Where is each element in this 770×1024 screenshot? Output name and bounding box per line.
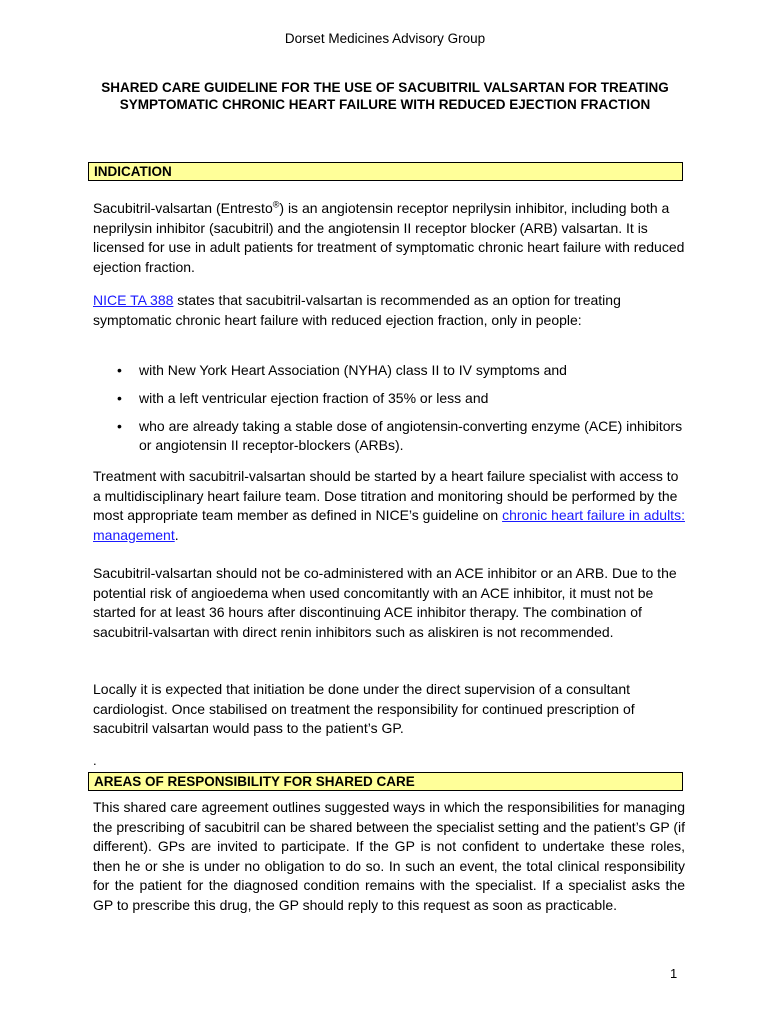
document-title: SHARED CARE GUIDELINE FOR THE USE OF SACUBITRIL VALSARTAN FOR TREATING SYMPTOMATIC CHRONIC HEART FAILURE WITH REDUCED EJECTION FRACTION <box>101 80 669 112</box>
document-header: Dorset Medicines Advisory Group <box>284 31 486 46</box>
indication-paragraph-3: Treatment with sacubitril-valsartan should be started by a heart failure specialist with access to a multidisciplinary heart failure team. Dose titration and monitoring should be performed by the most appropriate team member as defined in NICE’s guideline on chronic heart failure in adults: management. <box>93 468 685 543</box>
list-item: • who are already taking a stable dose of angiotensin-converting enzyme (ACE) inhibitors or angiotensin II receptor-blockers (ARBs). <box>117 418 683 453</box>
indication-paragraph-1 <box>93 199 685 277</box>
section-heading-responsibility: AREAS OF RESPONSIBILITY FOR SHARED CARE <box>88 772 683 791</box>
page-number: 1 <box>670 966 678 981</box>
bullet-marker: • <box>117 362 122 378</box>
bullet-marker: • <box>117 418 122 434</box>
stray-period: . <box>93 753 97 768</box>
indication-paragraph-5: Locally it is expected that initiation be done under the direct supervision of a consultant cardiologist. Once stabilised on treatment the responsibility for continued prescription of sacubitril valsartan would pass to the patient’s GP. <box>93 681 635 736</box>
responsibility-paragraph: This shared care agreement outlines suggested ways in which the responsibilities for managing the prescribing of sacubitril can be shared between the specialist setting and the patient’s GP (if different). GPs are invited to participate. If the GP is not confident to undertake these roles, then he or she is under no obligation to do so. In such an event, the total clinical responsibility for the patient for the diagnosed condition remains with the specialist. If a specialist asks the GP to prescribe this drug, the GP should reply to this request as soon as practicable. <box>93 799 685 913</box>
bullet-marker: • <box>117 390 122 406</box>
registered-mark: ® <box>272 199 280 210</box>
eligibility-bullet-list <box>93 361 685 464</box>
chronic-heart-failure-guideline-link[interactable]: chronic heart failure in adults: management <box>93 507 685 543</box>
section-heading-indication: INDICATION <box>88 162 683 181</box>
indication-paragraph-2 <box>93 291 685 330</box>
list-item: • with a left ventricular ejection fraction of 35% or less and <box>117 390 489 406</box>
list-item: • with New York Heart Association (NYHA) class II to IV symptoms and <box>117 362 567 378</box>
p1-text-start: Sacubitril-valsartan (Entresto <box>93 200 273 216</box>
p2-text: states that sacubitril-valsartan is recommended as an option for treating symptomatic chronic heart failure with reduced ejection fraction, only in people: <box>93 292 621 328</box>
p1-text-end: ) is an angiotensin receptor neprilysin inhibitor, including both a neprilysin inhibitor (sacubitril) and the angiotensin II receptor blocker (ARB) valsartan. It is licensed for use in adult patients for treatment of symptomatic chronic heart failure with reduced ejection fraction. <box>93 200 685 275</box>
nice-ta-388-link[interactable]: NICE TA 388 <box>93 292 174 308</box>
indication-paragraph-4: Sacubitril-valsartan should not be co-administered with an ACE inhibitor or an ARB. Due to the potential risk of angioedema when used concomitantly with an ACE inhibitor, it must not be started for at least 36 hours after discontinuing ACE inhibitor therapy. The combination of sacubitril-valsartan with direct renin inhibitors such as aliskiren is not recommended. <box>93 565 677 640</box>
